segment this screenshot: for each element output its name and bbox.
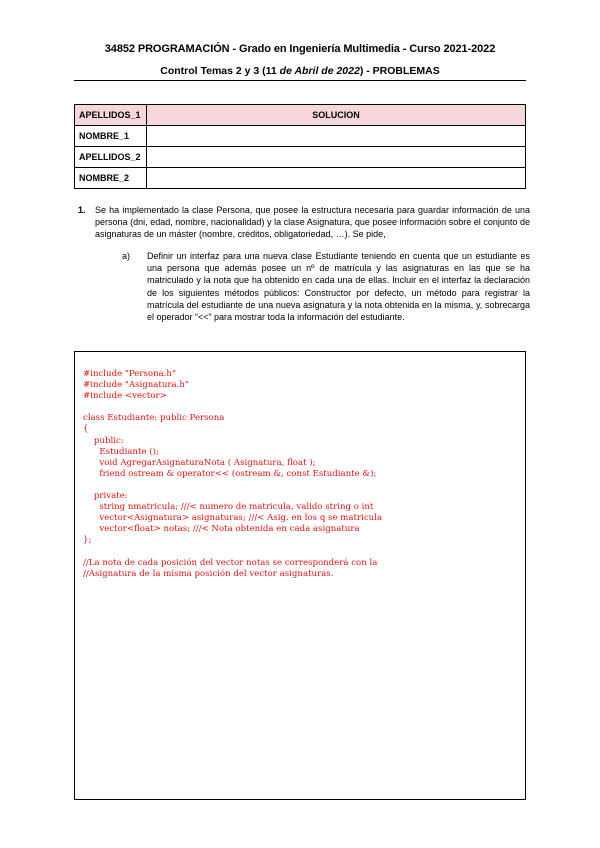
code-line: Estudiante (); — [83, 446, 159, 457]
table-row — [75, 168, 526, 189]
code-line: friend ostream & operator<< (ostream &, const Estudiante &); — [83, 468, 377, 479]
table-row — [75, 147, 526, 168]
code-line: void AgregarAsignaturaNota ( Asignatura, float ); — [83, 457, 316, 468]
code-line: public: — [83, 435, 124, 446]
answer-code — [83, 369, 382, 580]
table-row — [75, 105, 526, 126]
question-1 — [74, 204, 530, 241]
question-1a-text: Definir un interfaz para una nueva clase Estudiante teniendo en cuenta que un estudiante es una persona que además posee un nº de matrícula y las asignaturas en las que se ha matriculado y la nota que ha obtenido en cada una de ellas. Incluir en el interfaz la declaración de los siguientes métodos públicos: Constructor por defecto, un método para registrar la matrícula del estudiante de una nueva asignatura y la nota obtenida en la misma, y, sobrecarga el operador “<<” para mostrar toda la información del estudiante. — [147, 251, 530, 323]
label-nombre-1: NOMBRE_1 — [75, 126, 147, 147]
code-line: string nmatricula; ///< numero de matricula, valido string o int — [83, 502, 374, 513]
student-id-table — [74, 104, 526, 189]
code-line: //Asignatura de la misma posición del vector asignaturas. — [83, 568, 334, 579]
code-line: vector<float> notas; ///< Nota obtenida en cada asignatura — [83, 524, 360, 535]
header-divider — [74, 80, 526, 81]
label-apellidos-1: APELLIDOS_1 — [75, 105, 147, 126]
code-line: #include <vector> — [83, 391, 167, 402]
code-line: //La nota de cada posición del vector notas se corresponderá con la — [83, 557, 378, 568]
code-line: class Estudiante: public Persona — [83, 413, 225, 424]
code-line: #include "Persona.h" — [83, 369, 176, 379]
subtitle-suffix: ) - PROBLEMAS — [359, 65, 440, 77]
question-1-text: Se ha implementado la clase Persona, que posee la estructura necesaria para guardar información de una persona (dni, edad, nombre, nacionalidad) y la clase Asignatura, que posee información sobre el conjunto de asignaturas de un máster (nombre, créditos, obligatoriedad, …). Se pide, — [95, 205, 530, 240]
question-1-number: 1. — [78, 205, 86, 215]
subtitle-prefix: Control Temas 2 y 3 (11 — [160, 65, 280, 77]
question-1a-number: a) — [122, 251, 131, 261]
field-nombre-2[interactable] — [147, 168, 526, 189]
label-nombre-2: NOMBRE_2 — [75, 168, 147, 189]
question-1a — [124, 250, 530, 323]
course-title: 34852 PROGRAMACIÓN - Grado en Ingeniería Multimedia - Curso 2021-2022 — [104, 43, 496, 55]
field-nombre-1[interactable] — [147, 126, 526, 147]
code-line: #include "Asignatura.h" — [83, 380, 189, 391]
label-apellidos-2: APELLIDOS_2 — [75, 147, 147, 168]
code-line: vector<Asignatura> asignaturas; ///< Asig. en los q se matricula — [83, 513, 383, 524]
code-line: private: — [83, 491, 128, 502]
code-line: { — [83, 424, 89, 435]
field-apellidos-2[interactable] — [147, 147, 526, 168]
answer-box[interactable] — [74, 351, 526, 800]
field-apellidos-1[interactable]: SOLUCION — [147, 105, 526, 126]
subtitle-date: de Abril de 2022 — [279, 65, 360, 77]
code-line: }; — [83, 535, 92, 546]
table-row — [75, 126, 526, 147]
exam-subtitle — [0, 65, 600, 77]
